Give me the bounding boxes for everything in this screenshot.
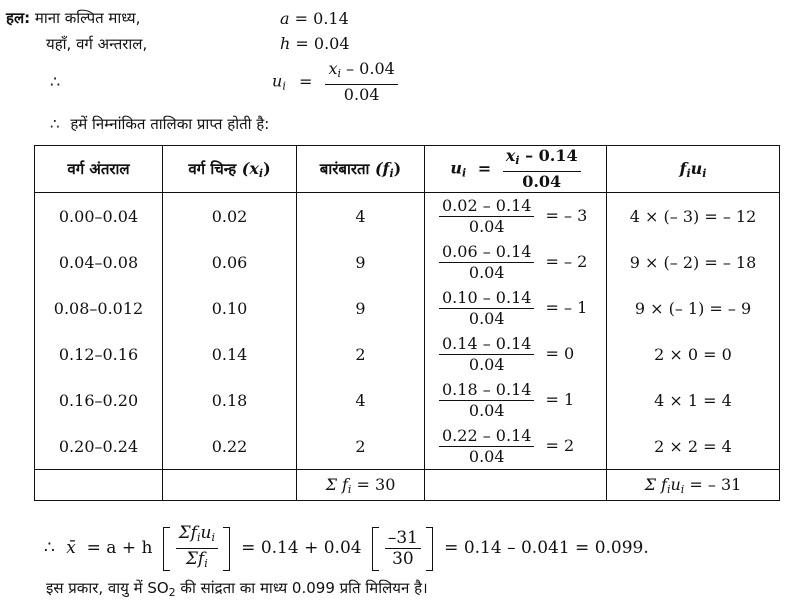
cell-mark: 0.22 <box>163 423 297 470</box>
cell-mark: 0.02 <box>163 193 297 240</box>
table-row <box>35 423 780 470</box>
cell-ui <box>425 239 607 285</box>
cell-interval: 0.08–0.012 <box>35 285 163 331</box>
assumed-mean-text: माना कल्पित माध्य, <box>34 9 141 27</box>
cell-ui-den: 0.04 <box>468 354 505 374</box>
total-freq-pre: Σ f <box>325 474 348 494</box>
table-intro-text: हमें निम्नांकित तालिका प्राप्त होती है: <box>70 115 270 133</box>
mean-eq2: = 0.14 + 0.04 <box>235 538 367 558</box>
total-fiui-post: = – 31 <box>684 474 742 494</box>
total-fiui <box>607 470 780 501</box>
mean-f1-den-sub: i <box>204 557 208 570</box>
bracket-left-2 <box>372 527 379 571</box>
header-fiui-f: f <box>679 158 687 178</box>
cell-ui-result: = 2 <box>545 435 575 455</box>
mean-f2-num: –31 <box>385 529 421 549</box>
mean-formula <box>44 524 649 573</box>
cell-ui <box>425 423 607 470</box>
bracket-right-2 <box>426 527 433 571</box>
cell-ui-result: = – 3 <box>545 205 588 225</box>
header-class-mark <box>163 146 297 193</box>
class-width-value <box>280 34 350 53</box>
class-interval-text: यहाँ, वर्ग अन्तराल, <box>46 35 148 53</box>
header-class-mark-sym: (x <box>241 158 259 178</box>
cell-ui-num: 0.10 – 0.14 <box>439 289 534 309</box>
mean-f1-num-u: u <box>200 523 212 543</box>
cell-ui <box>425 193 607 240</box>
frequency-table <box>34 145 780 501</box>
ui-num-rest: – 0.04 <box>341 59 395 78</box>
table-row <box>35 377 780 423</box>
header-fiui-u-sub: i <box>702 166 707 180</box>
ui-lhs: u <box>272 71 283 91</box>
cell-ui-den: 0.04 <box>468 262 505 282</box>
cell-ui-result: = – 1 <box>545 297 588 317</box>
mean-f1-num-u-sub: i <box>211 531 215 544</box>
cell-ui-num: 0.18 – 0.14 <box>439 381 534 401</box>
header-frequency-sym: (f <box>374 158 390 178</box>
mean-fraction-1 <box>176 524 218 573</box>
ui-formula <box>272 60 398 104</box>
total-empty-3 <box>425 470 607 501</box>
total-fiui-pre: Σ f <box>644 474 667 494</box>
cell-ui-den: 0.04 <box>468 308 505 328</box>
cell-fiui: 4 × (– 3) = – 12 <box>607 193 780 240</box>
ui-num-x: x <box>328 59 338 78</box>
cell-freq: 4 <box>297 193 425 240</box>
bracket-right-1 <box>223 527 230 571</box>
mean-f2-den: 30 <box>392 549 414 569</box>
mean-f1-num-pre: Σf <box>178 523 197 543</box>
solution-label: हल: <box>6 9 31 27</box>
cell-mark: 0.10 <box>163 285 297 331</box>
total-empty-2 <box>163 470 297 501</box>
header-fiui-u: u <box>690 158 703 178</box>
ui-num-sub: i <box>337 67 341 80</box>
header-ui-num-x: x <box>505 146 516 165</box>
header-ui-den: 0.04 <box>522 172 562 191</box>
cell-interval: 0.00–0.04 <box>35 193 163 240</box>
cell-ui-den: 0.04 <box>468 446 505 466</box>
cell-interval: 0.12–0.16 <box>35 331 163 377</box>
cell-ui-result: = 1 <box>545 389 575 409</box>
table-row <box>35 239 780 285</box>
therefore-symbol-1: ∴ <box>50 72 61 91</box>
cell-ui-den: 0.04 <box>468 400 505 420</box>
cell-fiui: 9 × (– 1) = – 9 <box>607 285 780 331</box>
total-empty-1 <box>35 470 163 501</box>
conclusion-sub: 2 <box>168 586 176 599</box>
cell-mark: 0.18 <box>163 377 297 423</box>
cell-fiui: 2 × 0 = 0 <box>607 331 780 377</box>
header-frequency-text: बारंबारता <box>319 159 370 178</box>
ui-fraction <box>325 60 397 104</box>
total-freq-sub: i <box>347 482 352 496</box>
cell-freq: 9 <box>297 239 425 285</box>
mean-eq3: = 0.14 – 0.041 = 0.099. <box>438 538 649 558</box>
header-class-mark-sub: i <box>258 166 264 180</box>
total-fiui-sub: i <box>666 482 671 496</box>
mean-f1-den-pre: Σf <box>185 549 205 569</box>
assumed-mean-value <box>280 9 349 28</box>
therefore-symbol-3: ∴ <box>44 538 55 558</box>
header-ui-num-rest: – 0.14 <box>519 146 578 165</box>
solution-line-1 <box>6 8 140 28</box>
cell-ui-num: 0.14 – 0.14 <box>439 335 534 355</box>
therefore-symbol-2: ∴ <box>50 115 60 133</box>
total-freq <box>297 470 425 501</box>
header-class-mark-close: ) <box>263 158 271 178</box>
header-ui-lhs: u <box>450 158 463 178</box>
cell-interval: 0.20–0.24 <box>35 423 163 470</box>
ui-eq: = <box>298 71 313 91</box>
header-fiui-f-sub: i <box>686 166 691 180</box>
cell-ui <box>425 285 607 331</box>
var-a: a <box>280 9 290 28</box>
cell-ui-num: 0.02 – 0.14 <box>439 197 534 217</box>
cell-ui <box>425 331 607 377</box>
val-h: = 0.04 <box>295 34 350 53</box>
conclusion-text-2: की सांद्रता का माध्य 0.099 प्रति मिलियन है। <box>175 579 428 597</box>
header-ui-num-sub: i <box>515 154 520 167</box>
cell-interval: 0.04–0.08 <box>35 239 163 285</box>
val-a: = 0.14 <box>294 9 349 28</box>
cell-freq: 2 <box>297 423 425 470</box>
header-fiui <box>607 146 780 193</box>
table-total-row <box>35 470 780 501</box>
cell-ui-result: = – 2 <box>545 251 588 271</box>
header-ui <box>425 146 607 193</box>
header-ui-eq: = <box>477 158 492 178</box>
cell-fiui: 4 × 1 = 4 <box>607 377 780 423</box>
ui-lhs-sub: i <box>282 79 286 93</box>
header-frequency <box>297 146 425 193</box>
bracket-left-1 <box>163 527 170 571</box>
cell-ui-num: 0.06 – 0.14 <box>439 243 534 263</box>
cell-ui-result: = 0 <box>545 343 575 363</box>
conclusion-text-1: इस प्रकार, वायु में SO <box>46 579 169 597</box>
total-fiui-u: u <box>670 474 681 494</box>
cell-mark: 0.06 <box>163 239 297 285</box>
cell-ui-num: 0.22 – 0.14 <box>439 427 534 447</box>
cell-ui <box>425 377 607 423</box>
table-row <box>35 285 780 331</box>
mean-eq1: = a + h <box>81 538 158 558</box>
cell-freq: 2 <box>297 331 425 377</box>
table-header-row <box>35 146 780 193</box>
table-row <box>35 193 780 240</box>
table-intro <box>50 114 269 134</box>
cell-interval: 0.16–0.20 <box>35 377 163 423</box>
total-fiui-u-sub: i <box>680 482 685 496</box>
table-row <box>35 331 780 377</box>
cell-freq: 4 <box>297 377 425 423</box>
conclusion <box>46 578 428 599</box>
header-ui-sub: i <box>462 166 467 180</box>
mean-xbar: x̄ <box>66 538 76 558</box>
cell-fiui: 9 × (– 2) = – 18 <box>607 239 780 285</box>
cell-fiui: 2 × 2 = 4 <box>607 423 780 470</box>
header-ui-fraction <box>503 147 581 191</box>
ui-den: 0.04 <box>343 85 380 104</box>
mean-f1-num-sub: i <box>196 531 201 544</box>
var-h: h <box>280 34 291 53</box>
cell-freq: 9 <box>297 285 425 331</box>
header-frequency-sub: i <box>389 166 394 180</box>
total-freq-post: = 30 <box>351 474 396 494</box>
cell-ui-den: 0.04 <box>468 216 505 236</box>
cell-mark: 0.14 <box>163 331 297 377</box>
header-class-interval: वर्ग अंतराल <box>35 146 163 193</box>
mean-fraction-2 <box>385 529 421 568</box>
header-frequency-close: ) <box>393 158 402 178</box>
header-class-mark-text: वर्ग चिन्ह <box>188 159 237 178</box>
